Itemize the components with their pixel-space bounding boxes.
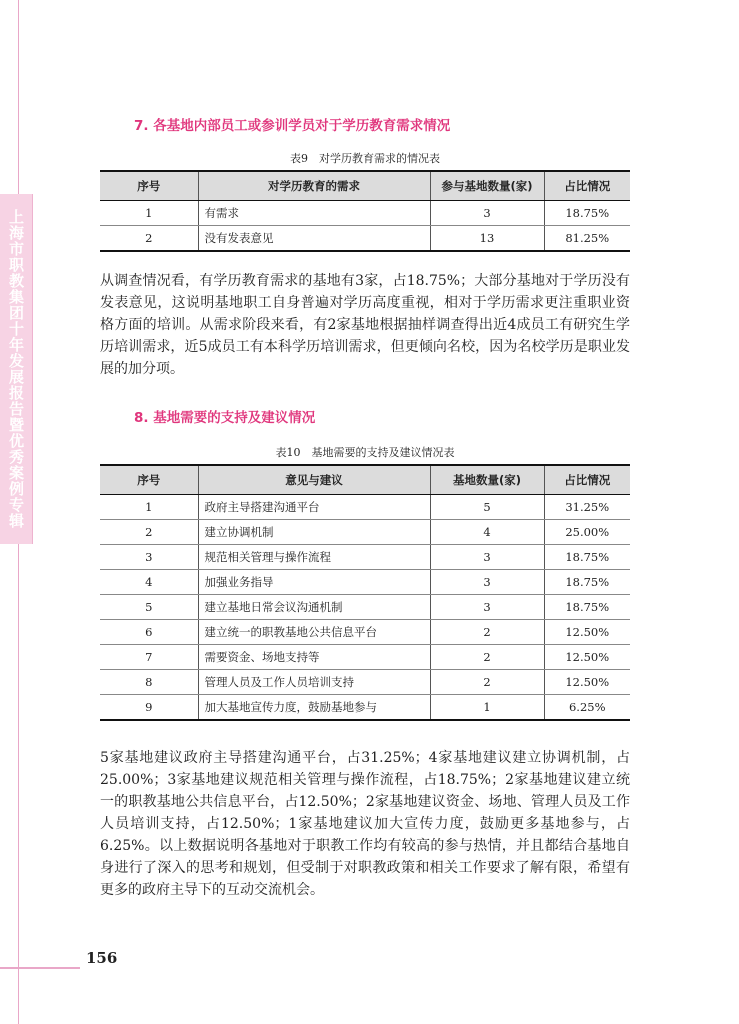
table-row [100, 695, 630, 721]
table-10 [100, 464, 630, 721]
table-row [100, 545, 630, 570]
row-index: 1 [100, 495, 198, 520]
percent-cell: 25.00% [544, 520, 630, 545]
percent-cell: 31.25% [544, 495, 630, 520]
side-tab-title: 上海市职教集团十年发展报告暨优秀案例专辑 [7, 209, 25, 529]
table-10-caption: 表10 基地需要的支持及建议情况表 [275, 446, 455, 459]
table-row [100, 595, 630, 620]
suggestion-cell: 政府主导搭建沟通平台 [198, 495, 430, 520]
table-row [100, 201, 630, 226]
demand-cell: 没有发表意见 [198, 226, 430, 252]
percent-cell: 6.25% [544, 695, 630, 721]
percent-cell: 18.75% [544, 595, 630, 620]
table-row [100, 520, 630, 545]
column-header: 对学历教育的需求 [198, 171, 430, 201]
suggestion-cell: 建立协调机制 [198, 520, 430, 545]
column-header: 序号 [100, 465, 198, 495]
suggestion-cell: 建立统一的职教基地公共信息平台 [198, 620, 430, 645]
count-cell: 4 [430, 520, 544, 545]
page-number-rule [0, 967, 80, 969]
row-index: 6 [100, 620, 198, 645]
table-row [100, 645, 630, 670]
row-index: 4 [100, 570, 198, 595]
suggestion-cell: 建立基地日常会议沟通机制 [198, 595, 430, 620]
count-cell: 5 [430, 495, 544, 520]
table-9-caption: 表9 对学历教育需求的情况表 [290, 152, 440, 165]
suggestion-cell: 加强业务指导 [198, 570, 430, 595]
table-row [100, 570, 630, 595]
suggestion-cell: 规范相关管理与操作流程 [198, 545, 430, 570]
demand-cell: 有需求 [198, 201, 430, 226]
row-index: 7 [100, 645, 198, 670]
table-header-row [100, 171, 630, 201]
side-tab [0, 194, 32, 544]
row-index: 2 [100, 520, 198, 545]
column-header: 意见与建议 [198, 465, 430, 495]
column-header: 占比情况 [544, 171, 630, 201]
row-index: 5 [100, 595, 198, 620]
row-index: 1 [100, 201, 198, 226]
table-9 [100, 170, 630, 252]
suggestion-cell: 管理人员及工作人员培训支持 [198, 670, 430, 695]
percent-cell: 12.50% [544, 645, 630, 670]
count-cell: 13 [430, 226, 544, 252]
percent-cell: 18.75% [544, 545, 630, 570]
count-cell: 3 [430, 545, 544, 570]
section-7-heading: 7. 各基地内部员工或参训学员对于学历教育需求情况 [134, 118, 451, 134]
column-header: 序号 [100, 171, 198, 201]
count-cell: 3 [430, 595, 544, 620]
percent-cell: 81.25% [544, 226, 630, 252]
paragraph-suggestions-summary: 5家基地建议政府主导搭建沟通平台，占31.25%；4家基地建议建立协调机制，占25.00%；3家基地建议规范相关管理与操作流程，占18.75%；2家基地建议建立统一的职教基地公共信息平台，占12.50%；2家基地建议资金、场地、管理人员及工作人员培训支持，占12.50%；1家基地建议加大宣传力度，鼓励更多基地参与，占6.25%。以上数据说明各基地对于职教工作均有较高的参与热情，并且都结合基地自身进行了深入的思考和规划，但受制于对职教政策和相关工作要求了解有限，希望有更多的政府主导下的互动交流机会。 [100, 750, 630, 898]
count-cell: 2 [430, 620, 544, 645]
row-index: 9 [100, 695, 198, 721]
table-row [100, 495, 630, 520]
row-index: 3 [100, 545, 198, 570]
column-header: 参与基地数量(家) [430, 171, 544, 201]
percent-cell: 12.50% [544, 670, 630, 695]
column-header: 基地数量(家) [430, 465, 544, 495]
suggestion-cell: 需要资金、场地支持等 [198, 645, 430, 670]
percent-cell: 18.75% [544, 201, 630, 226]
table-header-row [100, 465, 630, 495]
count-cell: 2 [430, 670, 544, 695]
paragraph-education-demand: 从调查情况看，有学历教育需求的基地有3家，占18.75%；大部分基地对于学历没有发表意见，这说明基地职工自身普遍对学历高度重视，相对于学历需求更注重职业资格方面的培训。从需求阶段来看，有2家基地根据抽样调查得出近4成员工有研究生学历培训需求，近5成员工有本科学历培训需求，但更倾向名校，因为名校学历是职业发展的加分项。 [100, 273, 630, 377]
page-number: 156 [86, 949, 118, 967]
suggestion-cell: 加大基地宣传力度，鼓励基地参与 [198, 695, 430, 721]
table-row [100, 226, 630, 252]
table-row [100, 620, 630, 645]
percent-cell: 18.75% [544, 570, 630, 595]
table-row [100, 670, 630, 695]
row-index: 8 [100, 670, 198, 695]
count-cell: 1 [430, 695, 544, 721]
percent-cell: 12.50% [544, 620, 630, 645]
count-cell: 2 [430, 645, 544, 670]
column-header: 占比情况 [544, 465, 630, 495]
row-index: 2 [100, 226, 198, 252]
count-cell: 3 [430, 201, 544, 226]
count-cell: 3 [430, 570, 544, 595]
section-8-heading: 8. 基地需要的支持及建议情况 [134, 410, 316, 426]
